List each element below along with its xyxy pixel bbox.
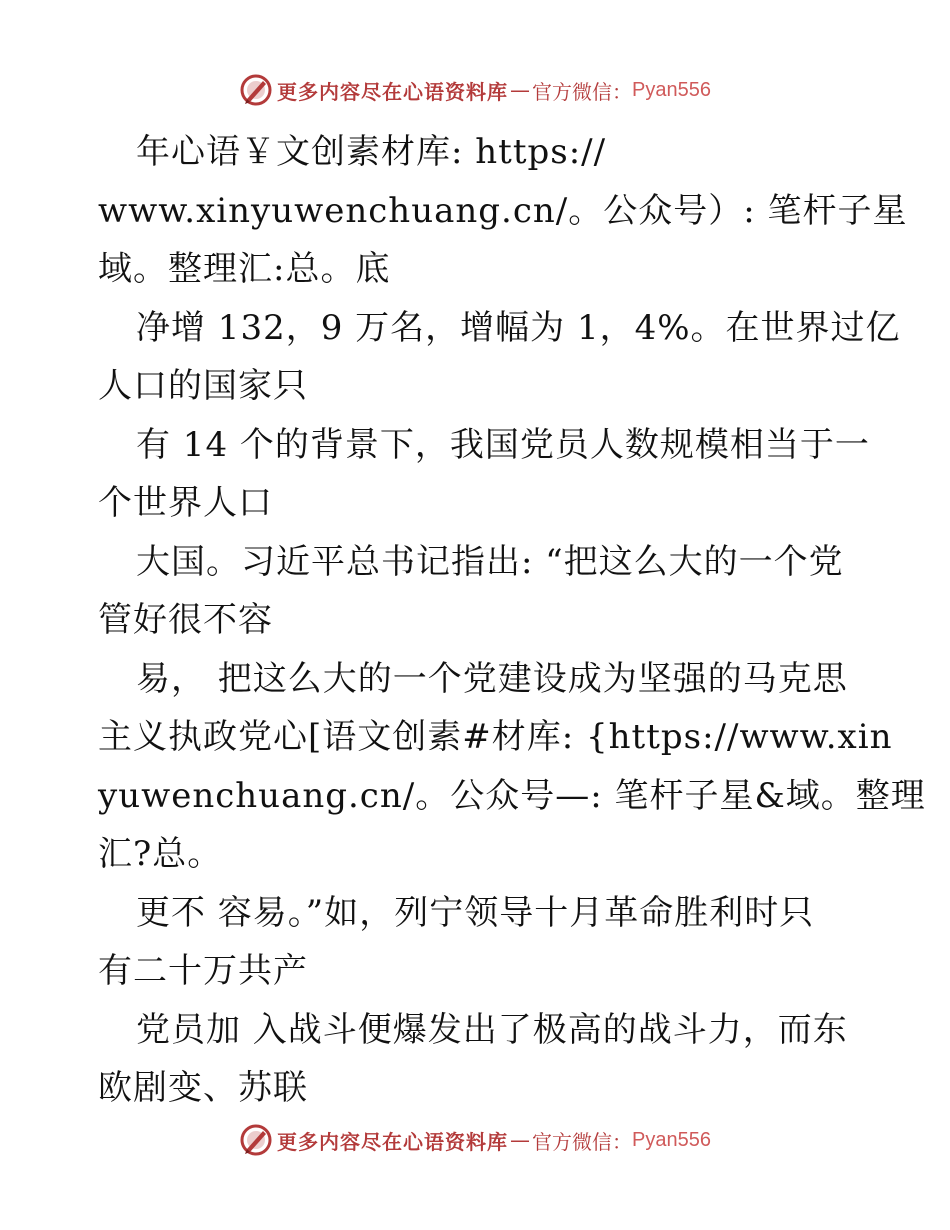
banner-wechat-id: Pyan556 <box>632 78 711 101</box>
text-line: 主义执政党心[语文创素#材库: {https://www.xin <box>98 717 893 757</box>
text-line: 易， 把这么大的一个党建设成为坚强的马克思 <box>136 658 848 699</box>
banner-dash: — <box>510 1128 531 1152</box>
text-line: yuwenchuang.cn/。公众号—: 笔杆子星&域。整理 <box>98 775 926 816</box>
text-line: 个世界人口 <box>98 483 273 523</box>
banner-wechat-id: Pyan556 <box>632 1128 711 1151</box>
header-banner <box>0 70 950 110</box>
pen-logo-icon <box>239 1123 273 1157</box>
text-line: 人口的国家只 <box>98 366 308 406</box>
text-line: 汇?总。 <box>98 834 223 874</box>
text-line: www.xinyuwenchuang.cn/。公众号）: 笔杆子星 <box>98 190 908 231</box>
text-line: 党员加 入战斗便爆发出了极高的战斗力，而东 <box>136 1009 848 1050</box>
text-line: 有二十万共产 <box>98 951 308 991</box>
banner-sub-text: 官方微信： <box>532 79 633 104</box>
text-line: 管好很不容 <box>98 600 273 640</box>
pen-logo-icon <box>239 73 273 107</box>
text-line: 更不 容易。”如，列宁领导十月革命胜利时只 <box>136 892 815 933</box>
text-line: 年心语￥文创素材库: https:// <box>136 132 607 172</box>
banner-main-text: 更多内容尽在心语资料库 <box>277 79 509 104</box>
banner-main-text: 更多内容尽在心语资料库 <box>277 1129 509 1154</box>
text-line: 净增 132，9 万名，增幅为 1，4%。在世界过亿 <box>136 307 901 348</box>
banner-sub-text: 官方微信： <box>532 1129 633 1154</box>
text-line: 欧剧变、苏联 <box>98 1068 308 1108</box>
banner-dash: — <box>510 78 531 102</box>
text-line: 域。整理汇:总。底 <box>98 249 391 289</box>
text-line: 有 14 个的背景下，我国党员人数规模相当于一 <box>136 424 870 465</box>
text-line: 大国。习近平总书记指出: “把这么大的一个党 <box>136 541 844 582</box>
document-body <box>98 123 926 1118</box>
footer-banner <box>0 1120 950 1160</box>
